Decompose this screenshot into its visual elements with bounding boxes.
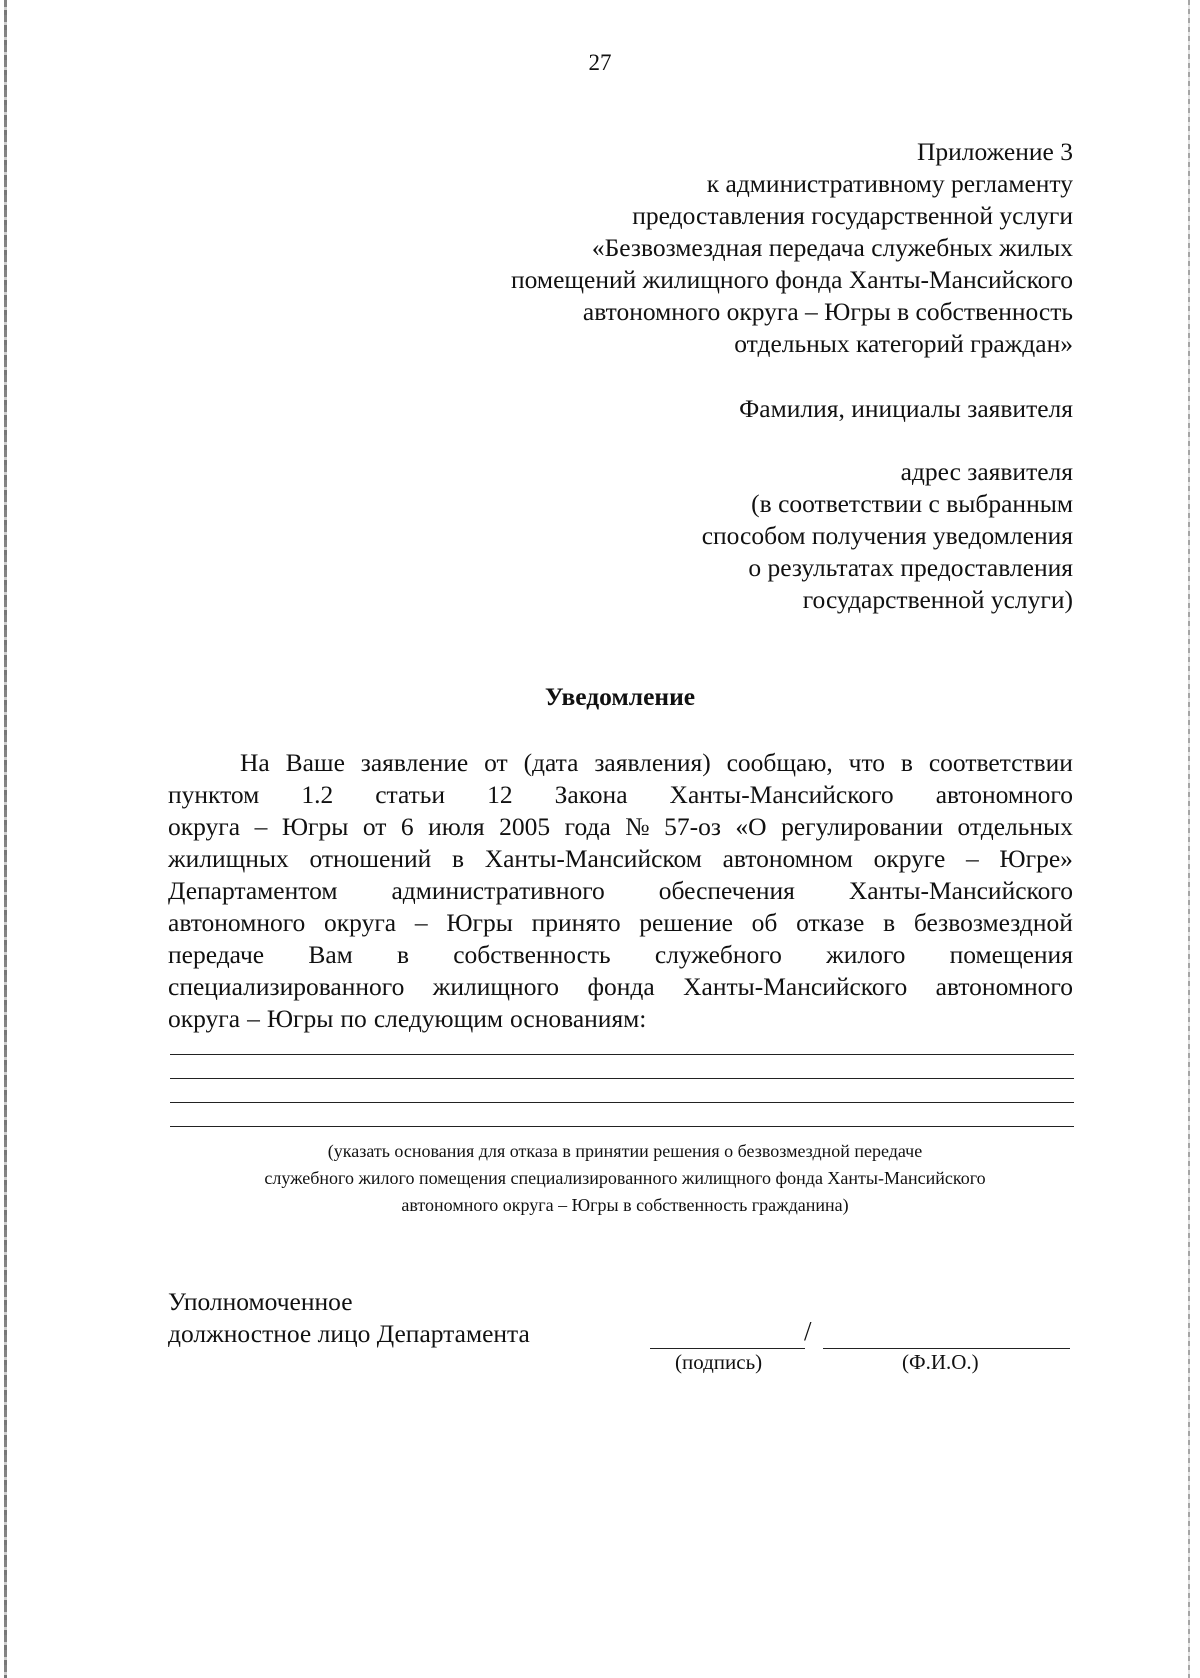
- appendix-line: Приложение 3: [917, 137, 1073, 166]
- signature-separator: /: [804, 1316, 812, 1346]
- applicant-address: [702, 456, 1073, 616]
- word: что: [848, 748, 886, 777]
- word: в: [396, 940, 410, 969]
- word: Ханты-Мансийского: [669, 780, 894, 809]
- word: фонда: [587, 972, 655, 1001]
- scan-edge-right: [1188, 0, 1190, 1678]
- word: об: [751, 908, 778, 937]
- hint-line: (указать основания для отказа в принятии решения о безвозмездной передаче: [327, 1141, 923, 1161]
- appendix-line: «Безвозмездная передача служебных жилых: [591, 233, 1073, 262]
- word: 2005: [499, 812, 551, 841]
- fill-in-line: [170, 1102, 1074, 1103]
- word: 57-оз: [664, 812, 721, 841]
- word: специализированного: [168, 972, 405, 1001]
- word: Ваше: [285, 748, 345, 777]
- hint-line: автономного округа – Югры в собственность гражданина): [401, 1195, 849, 1215]
- scan-edge-left: [4, 0, 7, 1678]
- official-line: Уполномоченное: [168, 1287, 353, 1316]
- word: –: [966, 844, 979, 873]
- word: пунктом: [168, 780, 260, 809]
- word: принято: [531, 908, 621, 937]
- word: отдельных: [957, 812, 1073, 841]
- word: Департаментом: [168, 876, 338, 905]
- word: Закона: [554, 780, 628, 809]
- word: Ханты-Мансийского: [683, 972, 908, 1001]
- signature-block: [650, 1316, 1070, 1382]
- word: №: [625, 812, 650, 841]
- address-line: о результатах предоставления: [748, 553, 1073, 582]
- word: 12: [487, 780, 513, 809]
- reasons-fill-in-lines: [170, 1054, 1074, 1150]
- word: автономном: [722, 844, 853, 873]
- word: отказе: [796, 908, 865, 937]
- word: округа: [324, 908, 397, 937]
- word: отношений: [309, 844, 432, 873]
- word: «О: [735, 812, 767, 841]
- word: автономного: [935, 780, 1073, 809]
- word: –: [247, 1004, 260, 1033]
- fio-line: [823, 1348, 1070, 1349]
- word: административного: [391, 876, 605, 905]
- word: собственность: [453, 940, 611, 969]
- word: округа: [168, 1004, 241, 1033]
- official-line: должностное лицо Департамента: [168, 1319, 530, 1348]
- word: года: [564, 812, 611, 841]
- notice-line: [168, 811, 1073, 843]
- fill-in-line: [170, 1126, 1074, 1127]
- address-line: адрес заявителя: [900, 457, 1073, 486]
- word: заявление: [360, 748, 469, 777]
- word: июля: [428, 812, 485, 841]
- appendix-header: [353, 136, 1073, 360]
- word: жилищных: [168, 844, 289, 873]
- word: Югры: [446, 908, 513, 937]
- word: Югре»: [999, 844, 1073, 873]
- word: На: [240, 748, 270, 777]
- word: от: [362, 812, 387, 841]
- word: от: [484, 748, 508, 777]
- notice-title: Уведомление: [544, 682, 696, 711]
- fill-in-line: [170, 1078, 1074, 1079]
- word: Ханты-Мансийском: [484, 844, 702, 873]
- word: помещения: [949, 940, 1073, 969]
- notice-line: [168, 843, 1073, 875]
- word: в: [451, 844, 465, 873]
- word: жилого: [826, 940, 906, 969]
- appendix-line: отдельных категорий граждан»: [734, 329, 1073, 358]
- word: передаче: [168, 940, 265, 969]
- notice-line: [168, 939, 1073, 971]
- notice-line: [168, 971, 1073, 1003]
- word: Вам: [308, 940, 353, 969]
- word: решение: [639, 908, 733, 937]
- notice-line: [168, 1003, 1073, 1035]
- word: 1.2: [301, 780, 334, 809]
- word: округе: [873, 844, 946, 873]
- notice-body: [168, 747, 1073, 1035]
- word: в: [883, 908, 896, 937]
- notice-line: [168, 747, 1073, 779]
- fill-in-line: [170, 1054, 1074, 1055]
- word: по: [340, 1004, 367, 1033]
- word: Югры: [281, 812, 349, 841]
- notice-line: [168, 875, 1073, 907]
- word: следующим: [373, 1004, 504, 1033]
- word: служебного: [654, 940, 782, 969]
- word: –: [254, 812, 268, 841]
- address-line: способом получения уведомления: [701, 521, 1073, 550]
- page-number: 27: [588, 50, 612, 75]
- word: автономного: [168, 908, 306, 937]
- official-title: [168, 1286, 530, 1350]
- applicant-name-label: Фамилия, инициалы заявителя: [739, 394, 1073, 423]
- word: округа: [168, 812, 241, 841]
- appendix-line: помещений жилищного фонда Ханты-Мансийского: [511, 265, 1073, 294]
- word: –: [414, 908, 428, 937]
- signature-label: (подпись): [675, 1350, 763, 1374]
- word: регулировании: [781, 812, 944, 841]
- signature-line: [650, 1348, 805, 1349]
- word: 6: [400, 812, 414, 841]
- word: сообщаю,: [726, 748, 833, 777]
- word: соответствии: [928, 748, 1073, 777]
- appendix-line: предоставления государственной услуги: [632, 201, 1073, 230]
- appendix-line: автономного округа – Югры в собственность: [582, 297, 1073, 326]
- word: (дата: [523, 748, 579, 777]
- notice-line: [168, 779, 1073, 811]
- hint-line: служебного жилого помещения специализированного жилищного фонда Ханты-Мансийского: [264, 1168, 986, 1188]
- word: Ханты-Мансийского: [848, 876, 1073, 905]
- notice-line: [168, 907, 1073, 939]
- reasons-hint: [160, 1138, 1090, 1219]
- address-line: государственной услуги): [802, 585, 1073, 614]
- appendix-line: к административному регламенту: [706, 169, 1073, 198]
- word: статьи: [375, 780, 446, 809]
- word: безвозмездной: [913, 908, 1073, 937]
- word: Югры: [266, 1004, 334, 1033]
- word: автономного: [935, 972, 1073, 1001]
- word: заявления): [594, 748, 711, 777]
- word: жилищного: [432, 972, 560, 1001]
- fio-label: (Ф.И.О.): [902, 1350, 979, 1374]
- word: обеспечения: [658, 876, 795, 905]
- word: в: [900, 748, 913, 777]
- address-line: (в соответствии с выбранным: [751, 489, 1073, 518]
- word: основаниям:: [510, 1004, 647, 1033]
